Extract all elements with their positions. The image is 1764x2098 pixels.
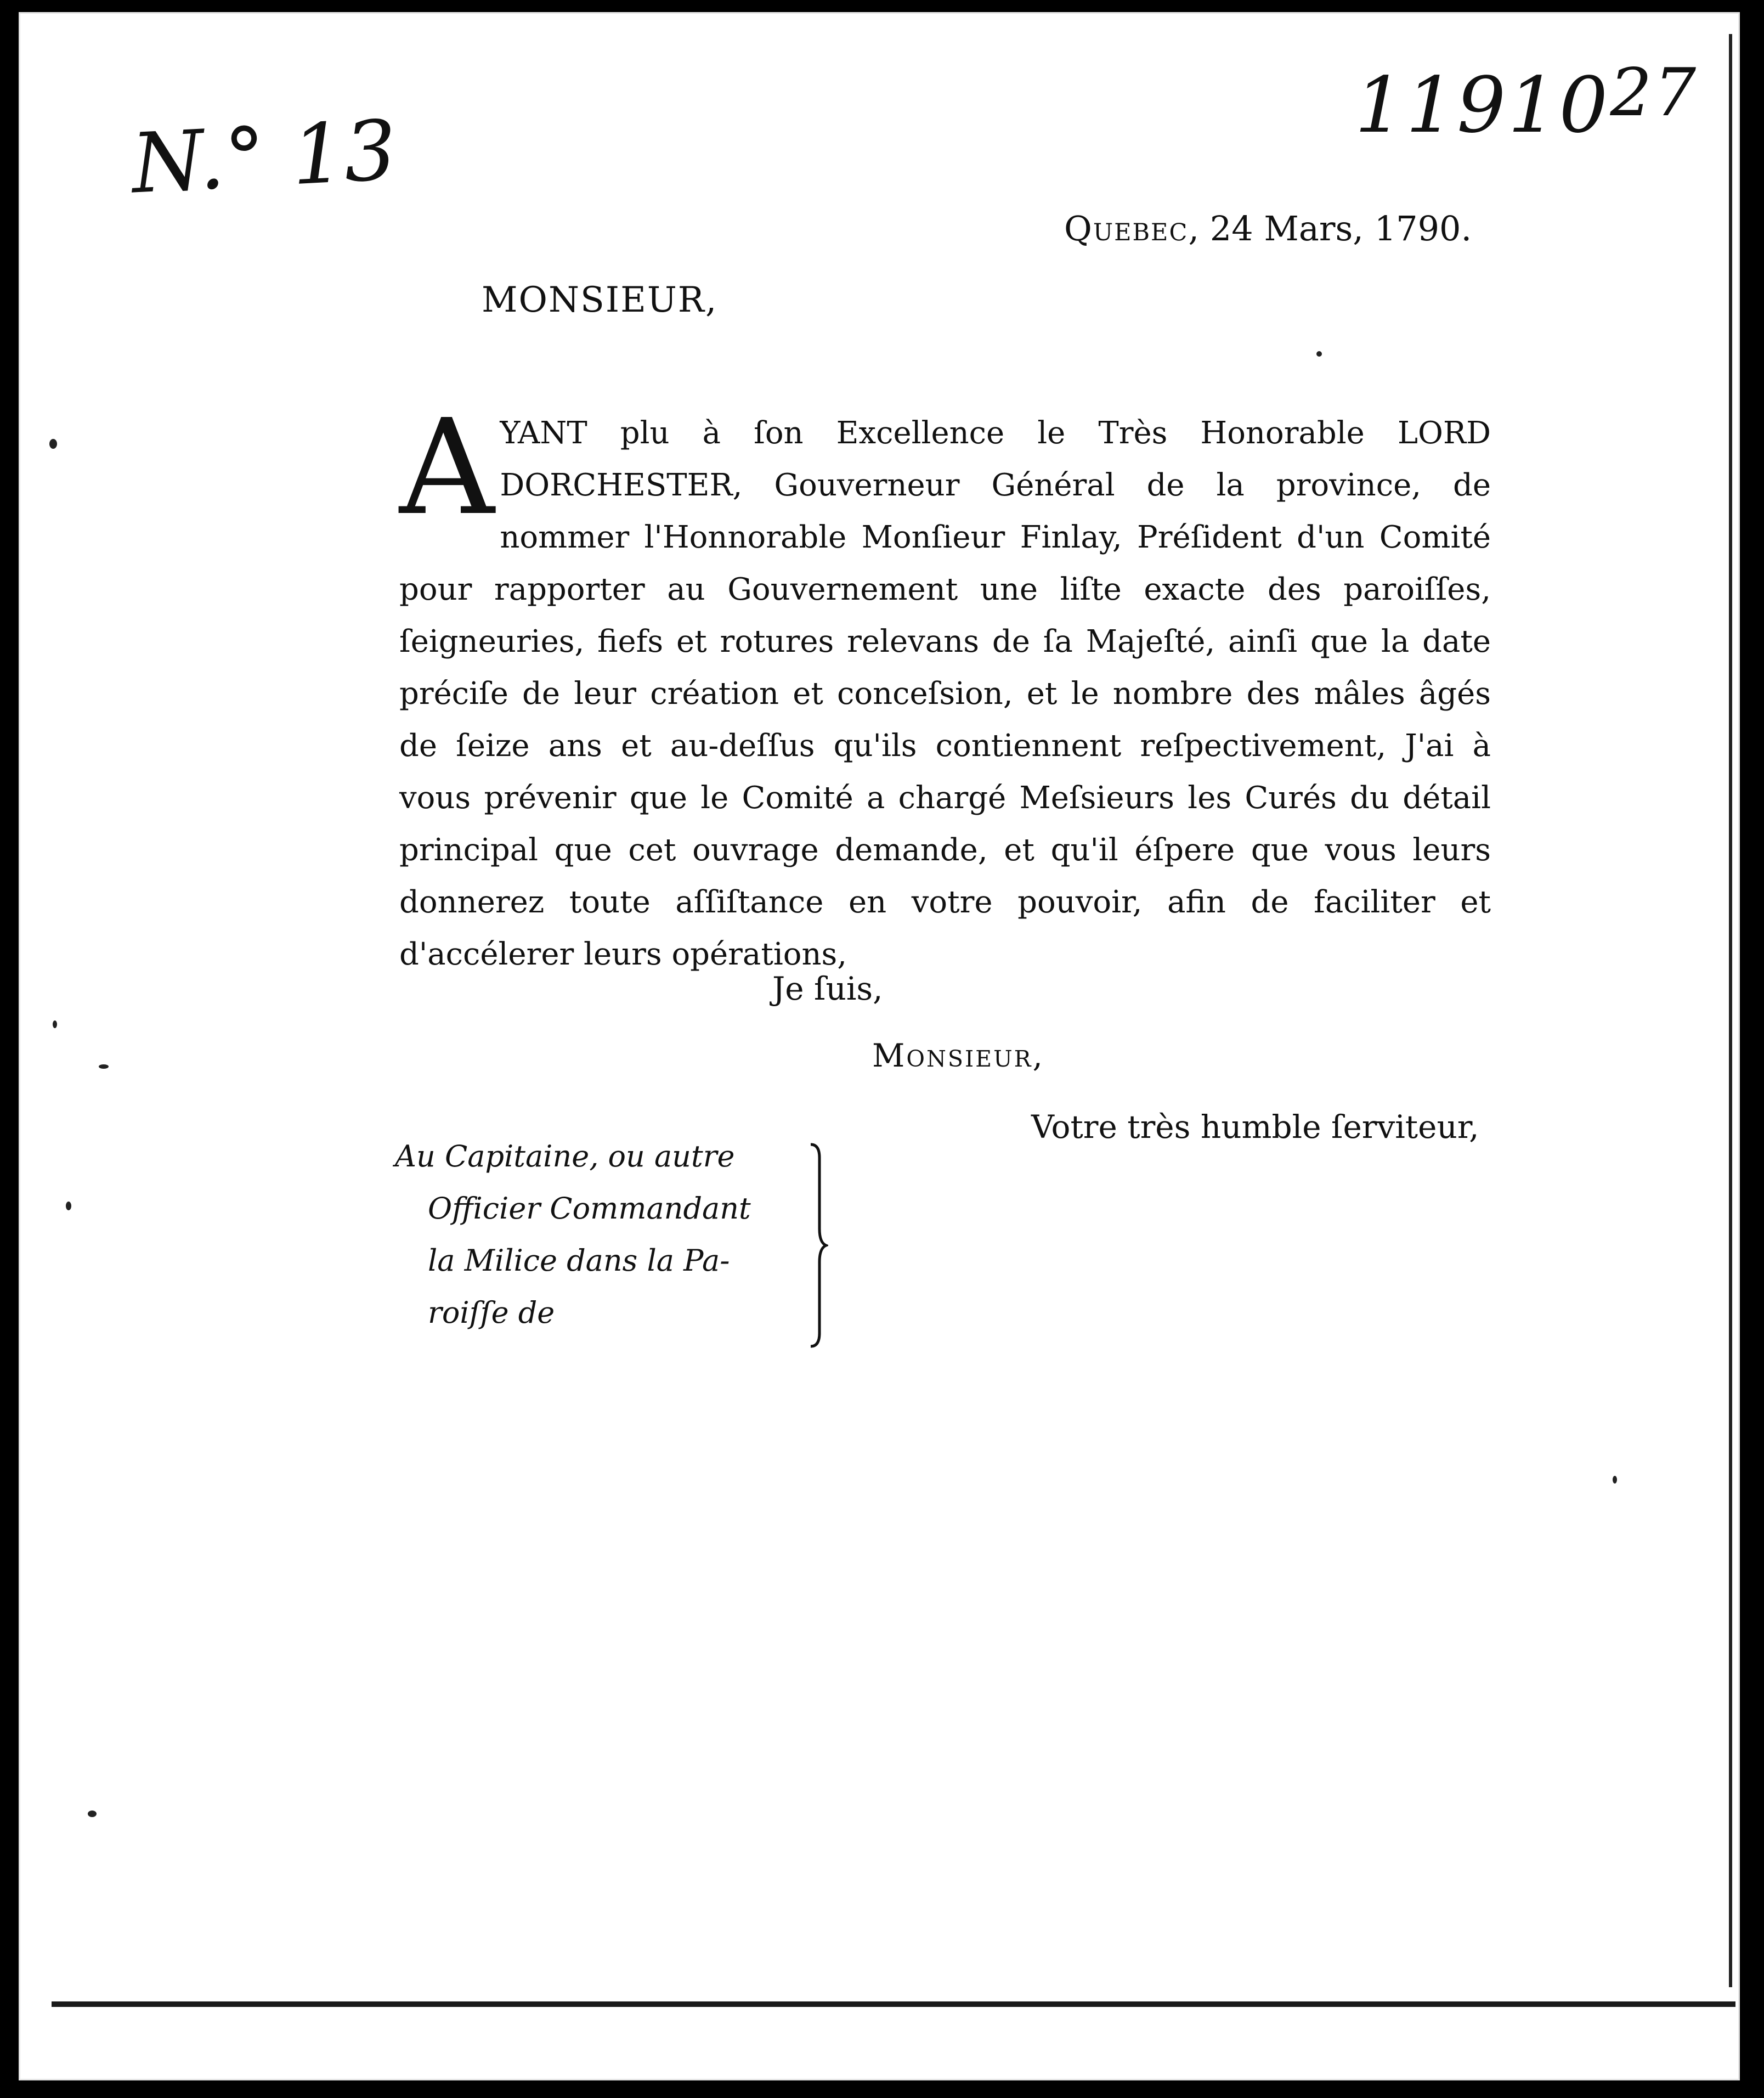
address-line-1: Au Capitaine, ou autre	[395, 1139, 735, 1174]
address-block	[395, 1130, 751, 1339]
handwritten-number: N.° 13	[129, 103, 399, 212]
ink-speck	[1613, 1476, 1617, 1484]
handwritten-reference-main: 11910	[1355, 61, 1610, 150]
dateline-city: Quebec	[1064, 208, 1189, 249]
drop-cap: A	[399, 391, 495, 544]
ink-speck	[66, 1202, 71, 1210]
closing-monsieur: Monsieur,	[872, 1037, 1044, 1074]
ink-speck	[1316, 351, 1322, 357]
dateline-date: , 24 Mars, 1790.	[1188, 208, 1472, 249]
address-line-4: roiſſe de	[428, 1295, 555, 1330]
ink-speck	[99, 1064, 109, 1069]
ink-speck	[53, 1020, 57, 1028]
handwritten-reference-sup: 27	[1610, 55, 1699, 131]
ink-speck	[88, 1811, 97, 1817]
address-line-3: la Milice dans la Pa-	[428, 1243, 730, 1278]
address-line-2: Officier Commandant	[428, 1191, 751, 1226]
ink-speck	[49, 439, 57, 449]
dateline	[1064, 208, 1472, 249]
closing-serviteur: Votre très humble ſerviteur,	[1031, 1108, 1479, 1146]
handwritten-reference	[1355, 55, 1698, 150]
address-brace	[806, 1141, 828, 1350]
page-edge-line	[1729, 34, 1732, 1987]
letter-body-text: YANT plu à ſon Excellence le Très Honorable LORD DORCHESTER, Gouverneur Général de la province, de nommer l'Honnorable Monſieur Finlay, Préſident d'un Comité pour rapporter au Gouvernement une liſte exacte des paroiſſes, ſeigneuries, fiefs et rotures relevans de ſa Majeſté, ainſi que la date préciſe de leur création et conceſsion, et le nombre des mâles âgés de ſeize ans et au-deſſus qu'ils contiennent reſpectivement, J'ai à vous prévenir que le Comité a chargé Meſsieurs les Curés du détail principal que cet ouvrage demande, et qu'il éſpere que vous leurs donnerez toute aſſiſtance en votre pouvoir, afin de faciliter et d'accélerer leurs opérations,	[399, 415, 1491, 972]
closing-je-suis: Je ſuis,	[772, 970, 883, 1007]
letter-body	[399, 391, 1491, 980]
salutation: MONSIEUR,	[482, 280, 718, 320]
page-bottom-line	[52, 2001, 1735, 2007]
